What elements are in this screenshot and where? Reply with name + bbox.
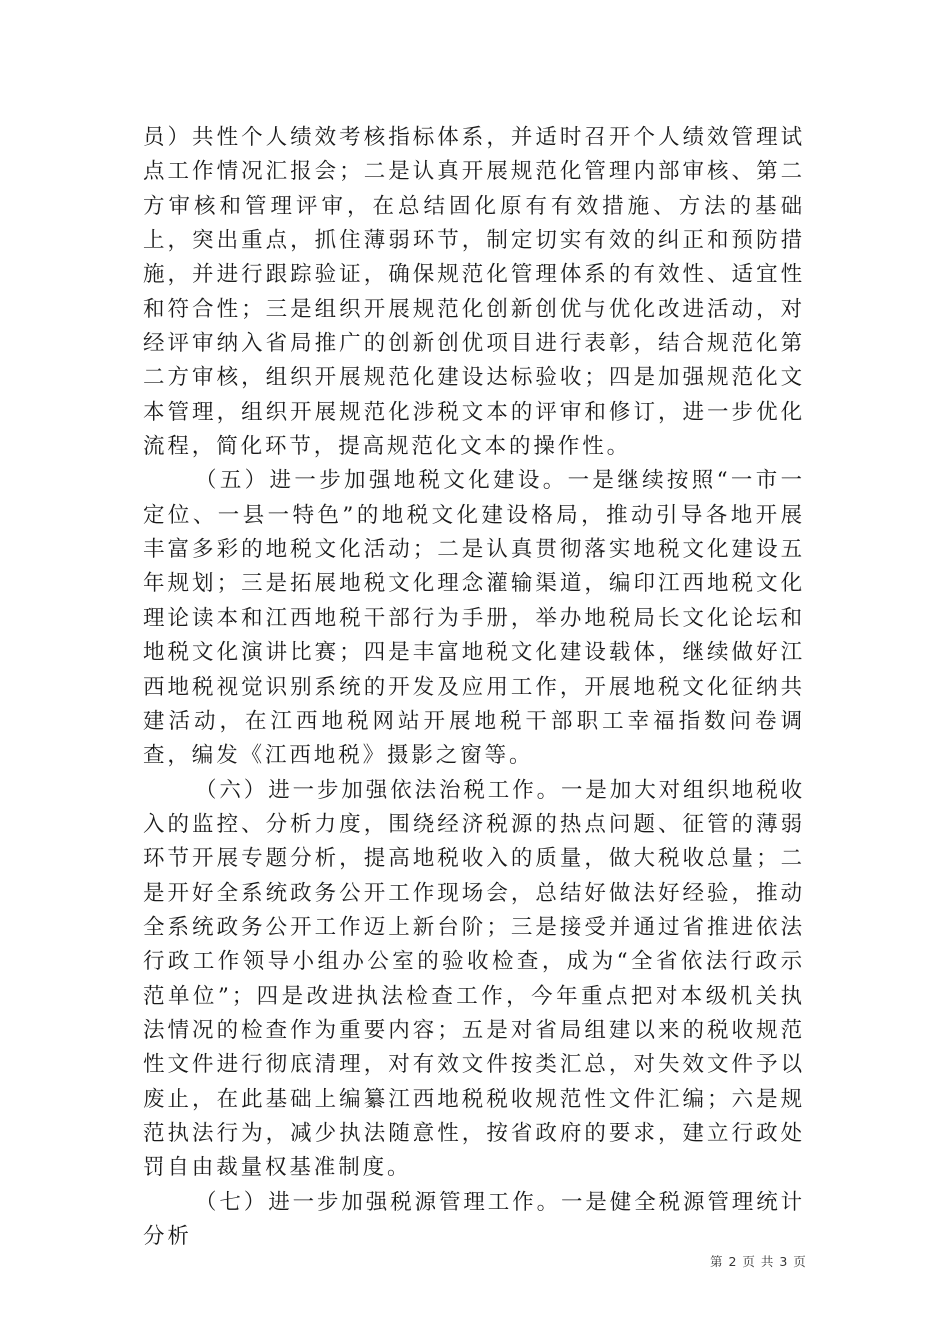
paragraph-section-7-tax-source: （七）进一步加强税源管理工作。一是健全税源管理统计分析 — [143, 1189, 806, 1249]
document-body — [143, 121, 805, 1254]
paragraph-section-5-tax-culture: （五）进一步加强地税文化建设。一是继续按照“一市一定位、一县一特色”的地税文化建设格局，推动引导各地开展丰富多彩的地税文化活动；二是认真贯彻落实地税文化建设五年规划；三是拓展地税文化理念灌输渠道，编印江西地税文化理论读本和江西地税干部行为手册，举办地税局长文化论坛和地税文化演讲比赛；四是丰富地税文化建设载体，继续做好江西地税视觉识别系统的开发及应用工作，开展地税文化征纳共建活动，在江西地税网站开展地税干部职工幸福指数问卷调查，编发《江西地税》摄影之窗等。 — [143, 468, 805, 769]
paragraph-section-6-rule-of-law: （六）进一步加强依法治税工作。一是加大对组织地税收入的监控、分析力度，围绕经济税源的热点问题、征管的薄弱环节开展专题分析，提高地税收入的质量，做大税收总量；二是开好全系统政务公开工作现场会，总结好做法好经验，推动全系统政务公开工作迈上新台阶；三是接受并通过省推进依法行政工作领导小组办公室的验收检查，成为“全省依法行政示范单位”；四是改进执法检查工作，今年重点把对本级机关执法情况的检查作为重要内容；五是对省局组建以来的税收规范性文件进行彻底清理，对有效文件按类汇总，对失效文件予以废止，在此基础上编纂江西地税税收规范性文件汇编；六是规范执法行为，减少执法随意性，按省政府的要求，建立行政处罚自由裁量权基准制度。 — [143, 777, 806, 1181]
page-number-footer: 第 2 页 共 3 页 — [710, 1254, 807, 1269]
paragraph-continuation: 员）共性个人绩效考核指标体系，并适时召开个人绩效管理试点工作情况汇报会；二是认真开展规范化管理内部审核、第二方审核和管理评审，在总结固化原有有效措施、方法的基础上，突出重点，抓住薄弱环节，制定切实有效的纠正和预防措施，并进行跟踪验证，确保规范化管理体系的有效性、适宜性和符合性；三是组织开展规范化创新创优与优化改进活动，对经评审纳入省局推广的创新创优项目进行表彰，结合规范化第二方审核，组织开展规范化建设达标验收；四是加强规范化文本管理，组织开展规范化涉税文本的评审和修订，进一步优化流程，简化环节，提高规范化文本的操作性。 — [143, 125, 805, 460]
